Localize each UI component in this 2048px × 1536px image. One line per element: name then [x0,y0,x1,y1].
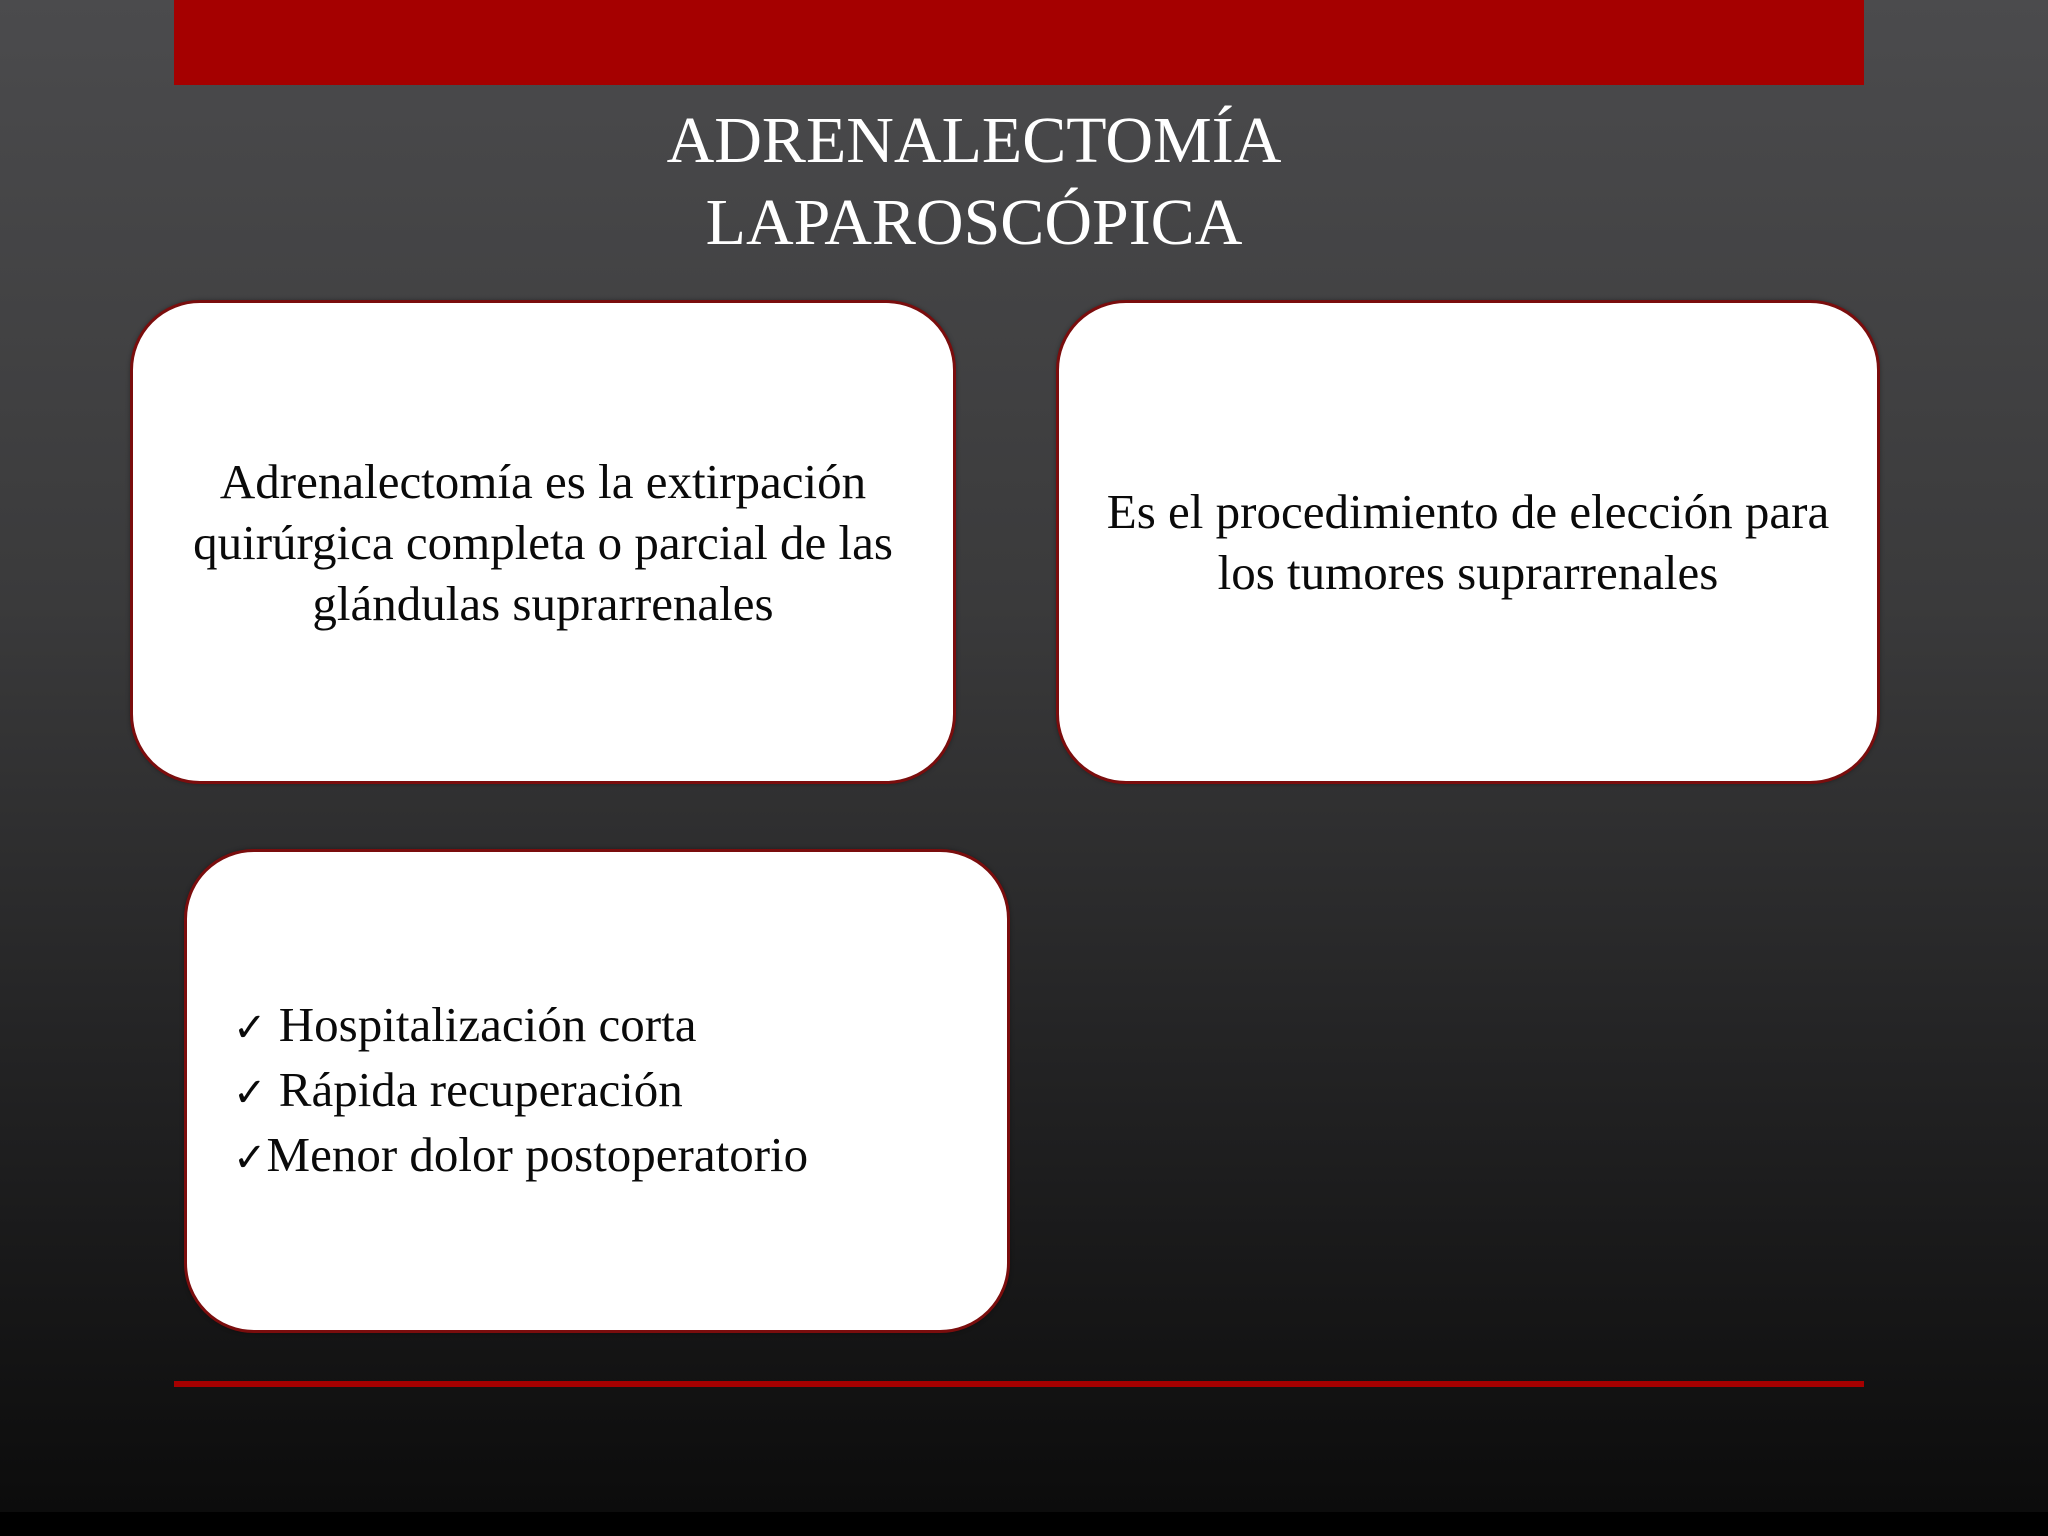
slide-title [574,100,1374,264]
definition-card [130,300,956,784]
bottom-black-strip [0,1512,2048,1536]
benefit-label: Hospitalización corta [266,996,697,1052]
benefit-item [233,1124,808,1189]
check-icon: ✓ [233,1004,267,1051]
procedure-text: Es el procedimiento de elección para los tumores suprarrenales [1106,484,1830,600]
top-accent-bar [174,0,1864,85]
title-line-1: ADRENALECTOMÍA [666,104,1282,178]
title-line-2: LAPAROSCÓPICA [705,186,1243,260]
benefits-card [184,849,1010,1333]
benefit-item [233,1059,808,1124]
check-icon: ✓ [233,1134,267,1181]
bottom-accent-line [174,1381,1864,1387]
benefits-list [233,994,808,1189]
benefit-label: Menor dolor postoperatorio [266,1126,809,1182]
definition-text: Adrenalectomía es la extirpación quirúrgica completa o parcial de las glándulas suprarrenales [193,453,893,631]
benefit-label: Rápida recuperación [266,1061,683,1117]
procedure-card [1056,300,1880,784]
check-icon: ✓ [233,1069,267,1116]
benefit-item [233,994,808,1059]
